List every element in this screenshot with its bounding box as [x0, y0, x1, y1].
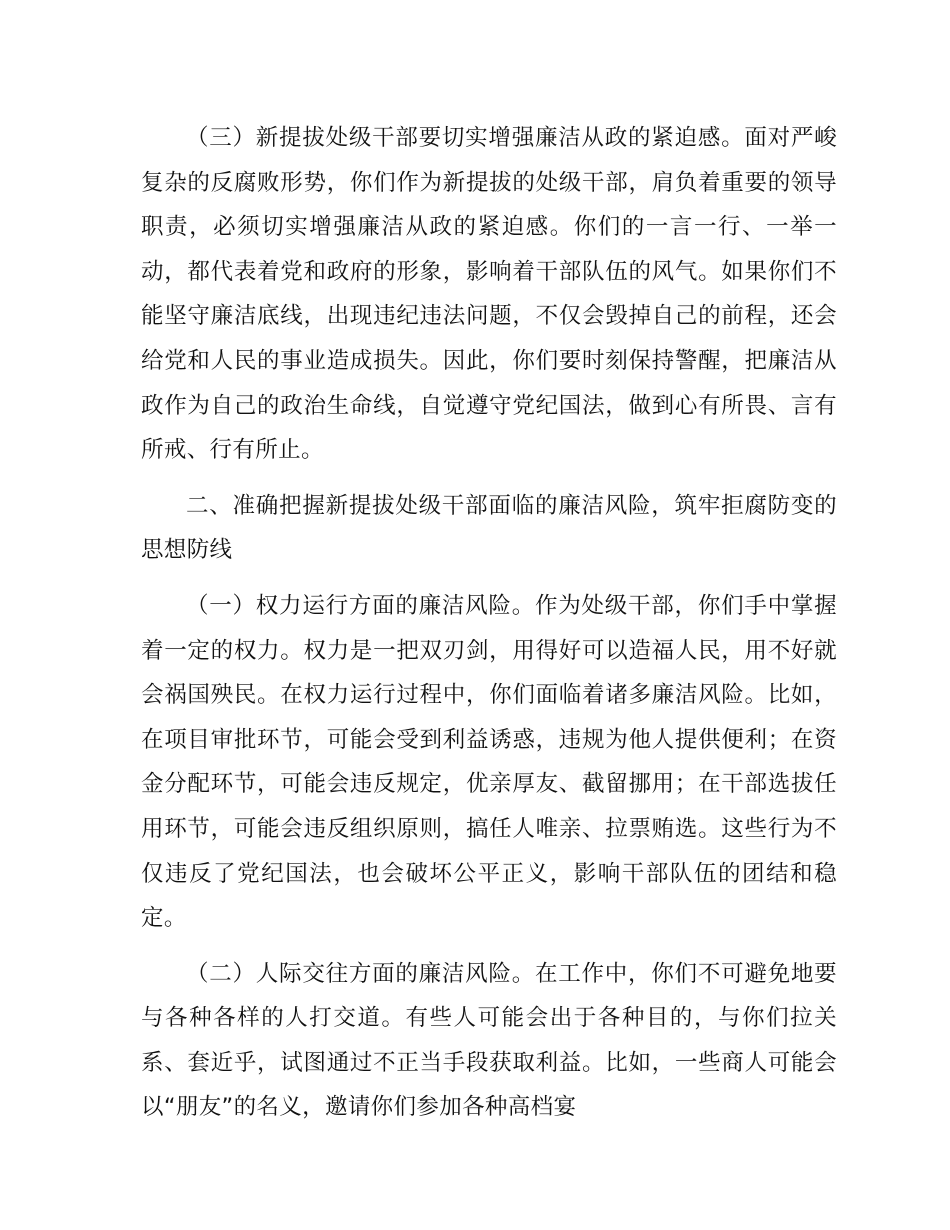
paragraph-section-3-urgency: （三）新提拔处级干部要切实增强廉洁从政的紧迫感。面对严峻复杂的反腐败形势，你们作为新提拔的处级干部，肩负着重要的领导职责，必须切实增强廉洁从政的紧迫感。你们的一言一行、一举一动，都代表着党和政府的形象，影响着干部队伍的风气。如果你们不能坚守廉洁底线，出现违纪违法问题，不仅会毁掉自己的前程，还会给党和人民的事业造成损失。因此，你们要时刻保持警醒，把廉洁从政作为自己的政治生命线，自觉遵守党纪国法，做到心有所畏、言有所戒、行有所止。	[141, 125, 837, 464]
paragraph-interpersonal-risk: （二）人际交往方面的廉洁风险。在工作中，你们不可避免地要与各种各样的人打交道。有些人可能会出于各种目的，与你们拉关系、套近乎，试图通过不正当手段获取利益。比如，一些商人可能会以“朋友”的名义，邀请你们参加各种高档宴	[141, 960, 837, 1121]
section-heading-2: 二、准确把握新提拔处级干部面临的廉洁风险，筑牢拒腐防变的思想防线	[141, 492, 837, 564]
document-body	[141, 116, 837, 1141]
paragraph-power-risk: （一）权力运行方面的廉洁风险。作为处级干部，你们手中掌握着一定的权力。权力是一把双刃剑，用得好可以造福人民，用不好就会祸国殃民。在权力运行过程中，你们面临着诸多廉洁风险。比如，在项目审批环节，可能会受到利益诱惑，违规为他人提供便利；在资金分配环节，可能会违反规定，优亲厚友、截留挪用；在干部选拔任用环节，可能会违反组织原则，搞任人唯亲、拉票贿选。这些行为不仅违反了党纪国法，也会破坏公平正义，影响干部队伍的团结和稳定。	[141, 592, 837, 932]
